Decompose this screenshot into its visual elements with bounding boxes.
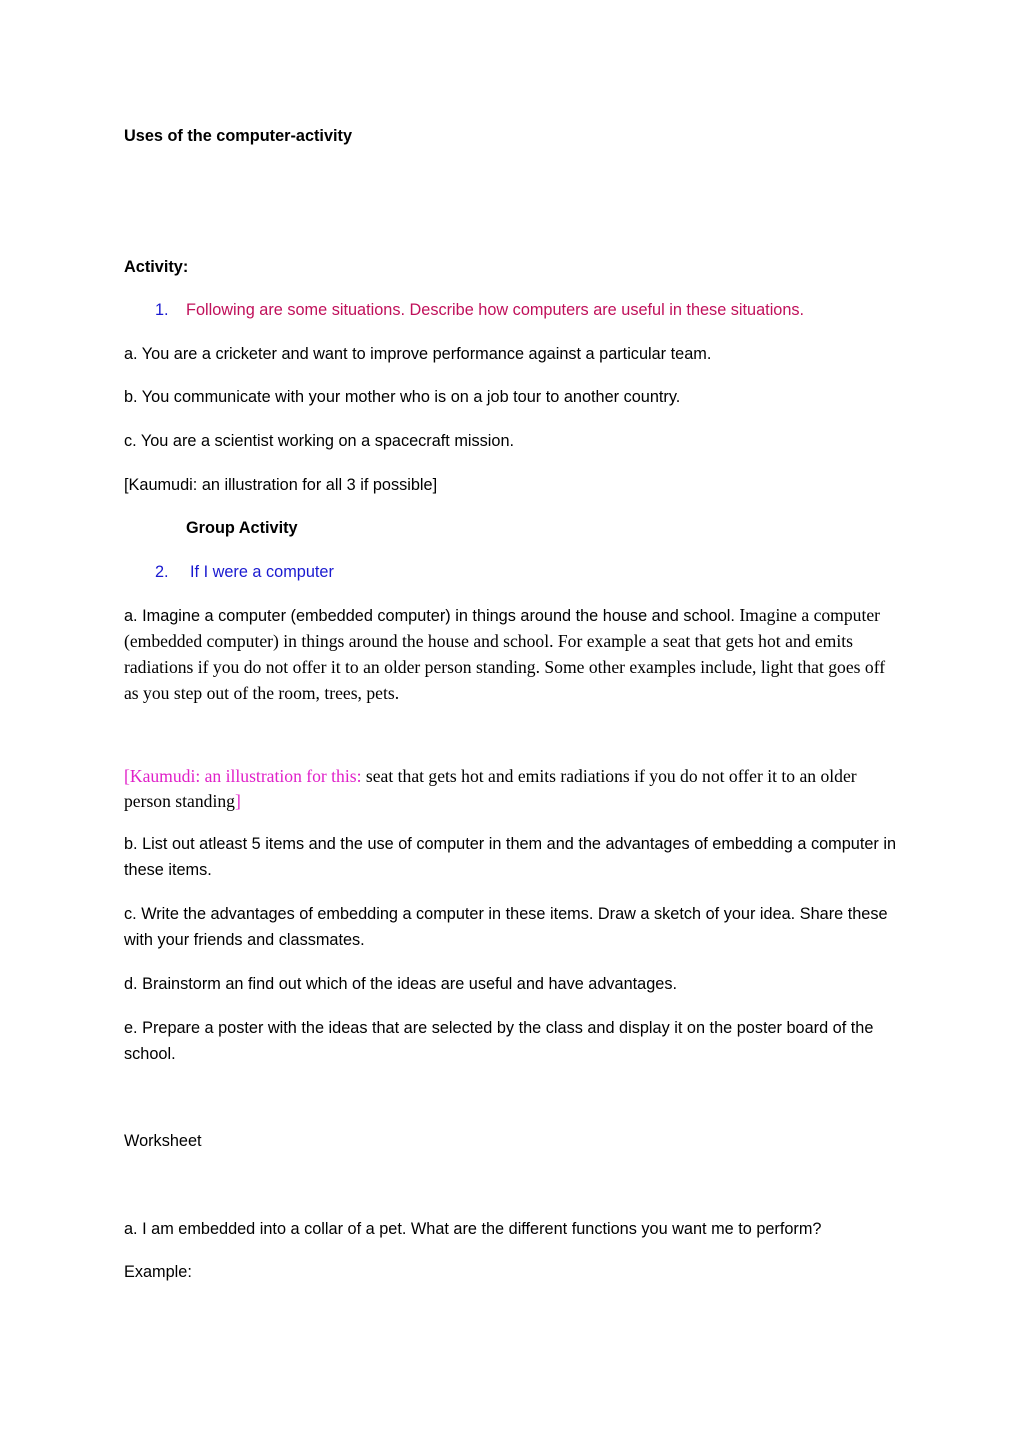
group-item-d: d. Brainstorm an find out which of the ideas are useful and have advantages. bbox=[124, 975, 678, 993]
question-1-item-a: a. You are a cricketer and want to improve performance against a particular team. bbox=[124, 345, 712, 363]
activity-heading: Activity: bbox=[124, 258, 189, 276]
question-2-number: 2. bbox=[155, 563, 169, 581]
illustration-note-2-prefix: [Kaumudi: an illustration for this: bbox=[124, 766, 362, 786]
group-item-e: e. Prepare a poster with the ideas that are selected by the class and display it on the poster board of the school. bbox=[124, 1019, 874, 1063]
group-item-c: c. Write the advantages of embedding a computer in these items. Draw a sketch of your idea. Share these with your friends and classmates. bbox=[124, 905, 888, 949]
group-item-a-lead: a. Imagine a computer (embedded computer) in things around the house and school. bbox=[124, 607, 735, 625]
question-1-item-c: c. You are a scientist working on a spacecraft mission. bbox=[124, 432, 515, 450]
group-item-a bbox=[124, 603, 899, 707]
group-item-b: b. List out atleast 5 items and the use of computer in them and the advantages of embedding a computer in these items. bbox=[124, 835, 897, 879]
group-item-a-body: Imagine a computer (embedded computer) in things around the house and school. For example a seat that gets hot and emits radiations if you do not offer it to an older person standing. Some other examples include, light that goes off as you step out of the room, trees, pets. bbox=[124, 605, 886, 703]
document-title: Uses of the computer-activity bbox=[124, 127, 352, 145]
question-1-item-b: b. You communicate with your mother who is on a job tour to another country. bbox=[124, 388, 681, 406]
illustration-note-2-body: seat that gets hot and emits radiations if you do not offer it to an older person standing bbox=[124, 766, 857, 811]
example-label: Example: bbox=[124, 1263, 192, 1281]
illustration-note-2 bbox=[124, 764, 899, 814]
illustration-note-2-suffix: ] bbox=[234, 791, 241, 811]
question-1-number: 1. bbox=[155, 301, 169, 319]
group-activity-heading: Group Activity bbox=[186, 519, 298, 537]
illustration-note-1: [Kaumudi: an illustration for all 3 if possible] bbox=[124, 476, 438, 494]
question-2-text: If I were a computer bbox=[190, 563, 334, 581]
worksheet-heading: Worksheet bbox=[124, 1132, 202, 1150]
question-1-text: Following are some situations. Describe how computers are useful in these situations. bbox=[186, 301, 805, 319]
worksheet-item-a: a. I am embedded into a collar of a pet. What are the different functions you want me to perform? bbox=[124, 1220, 822, 1238]
